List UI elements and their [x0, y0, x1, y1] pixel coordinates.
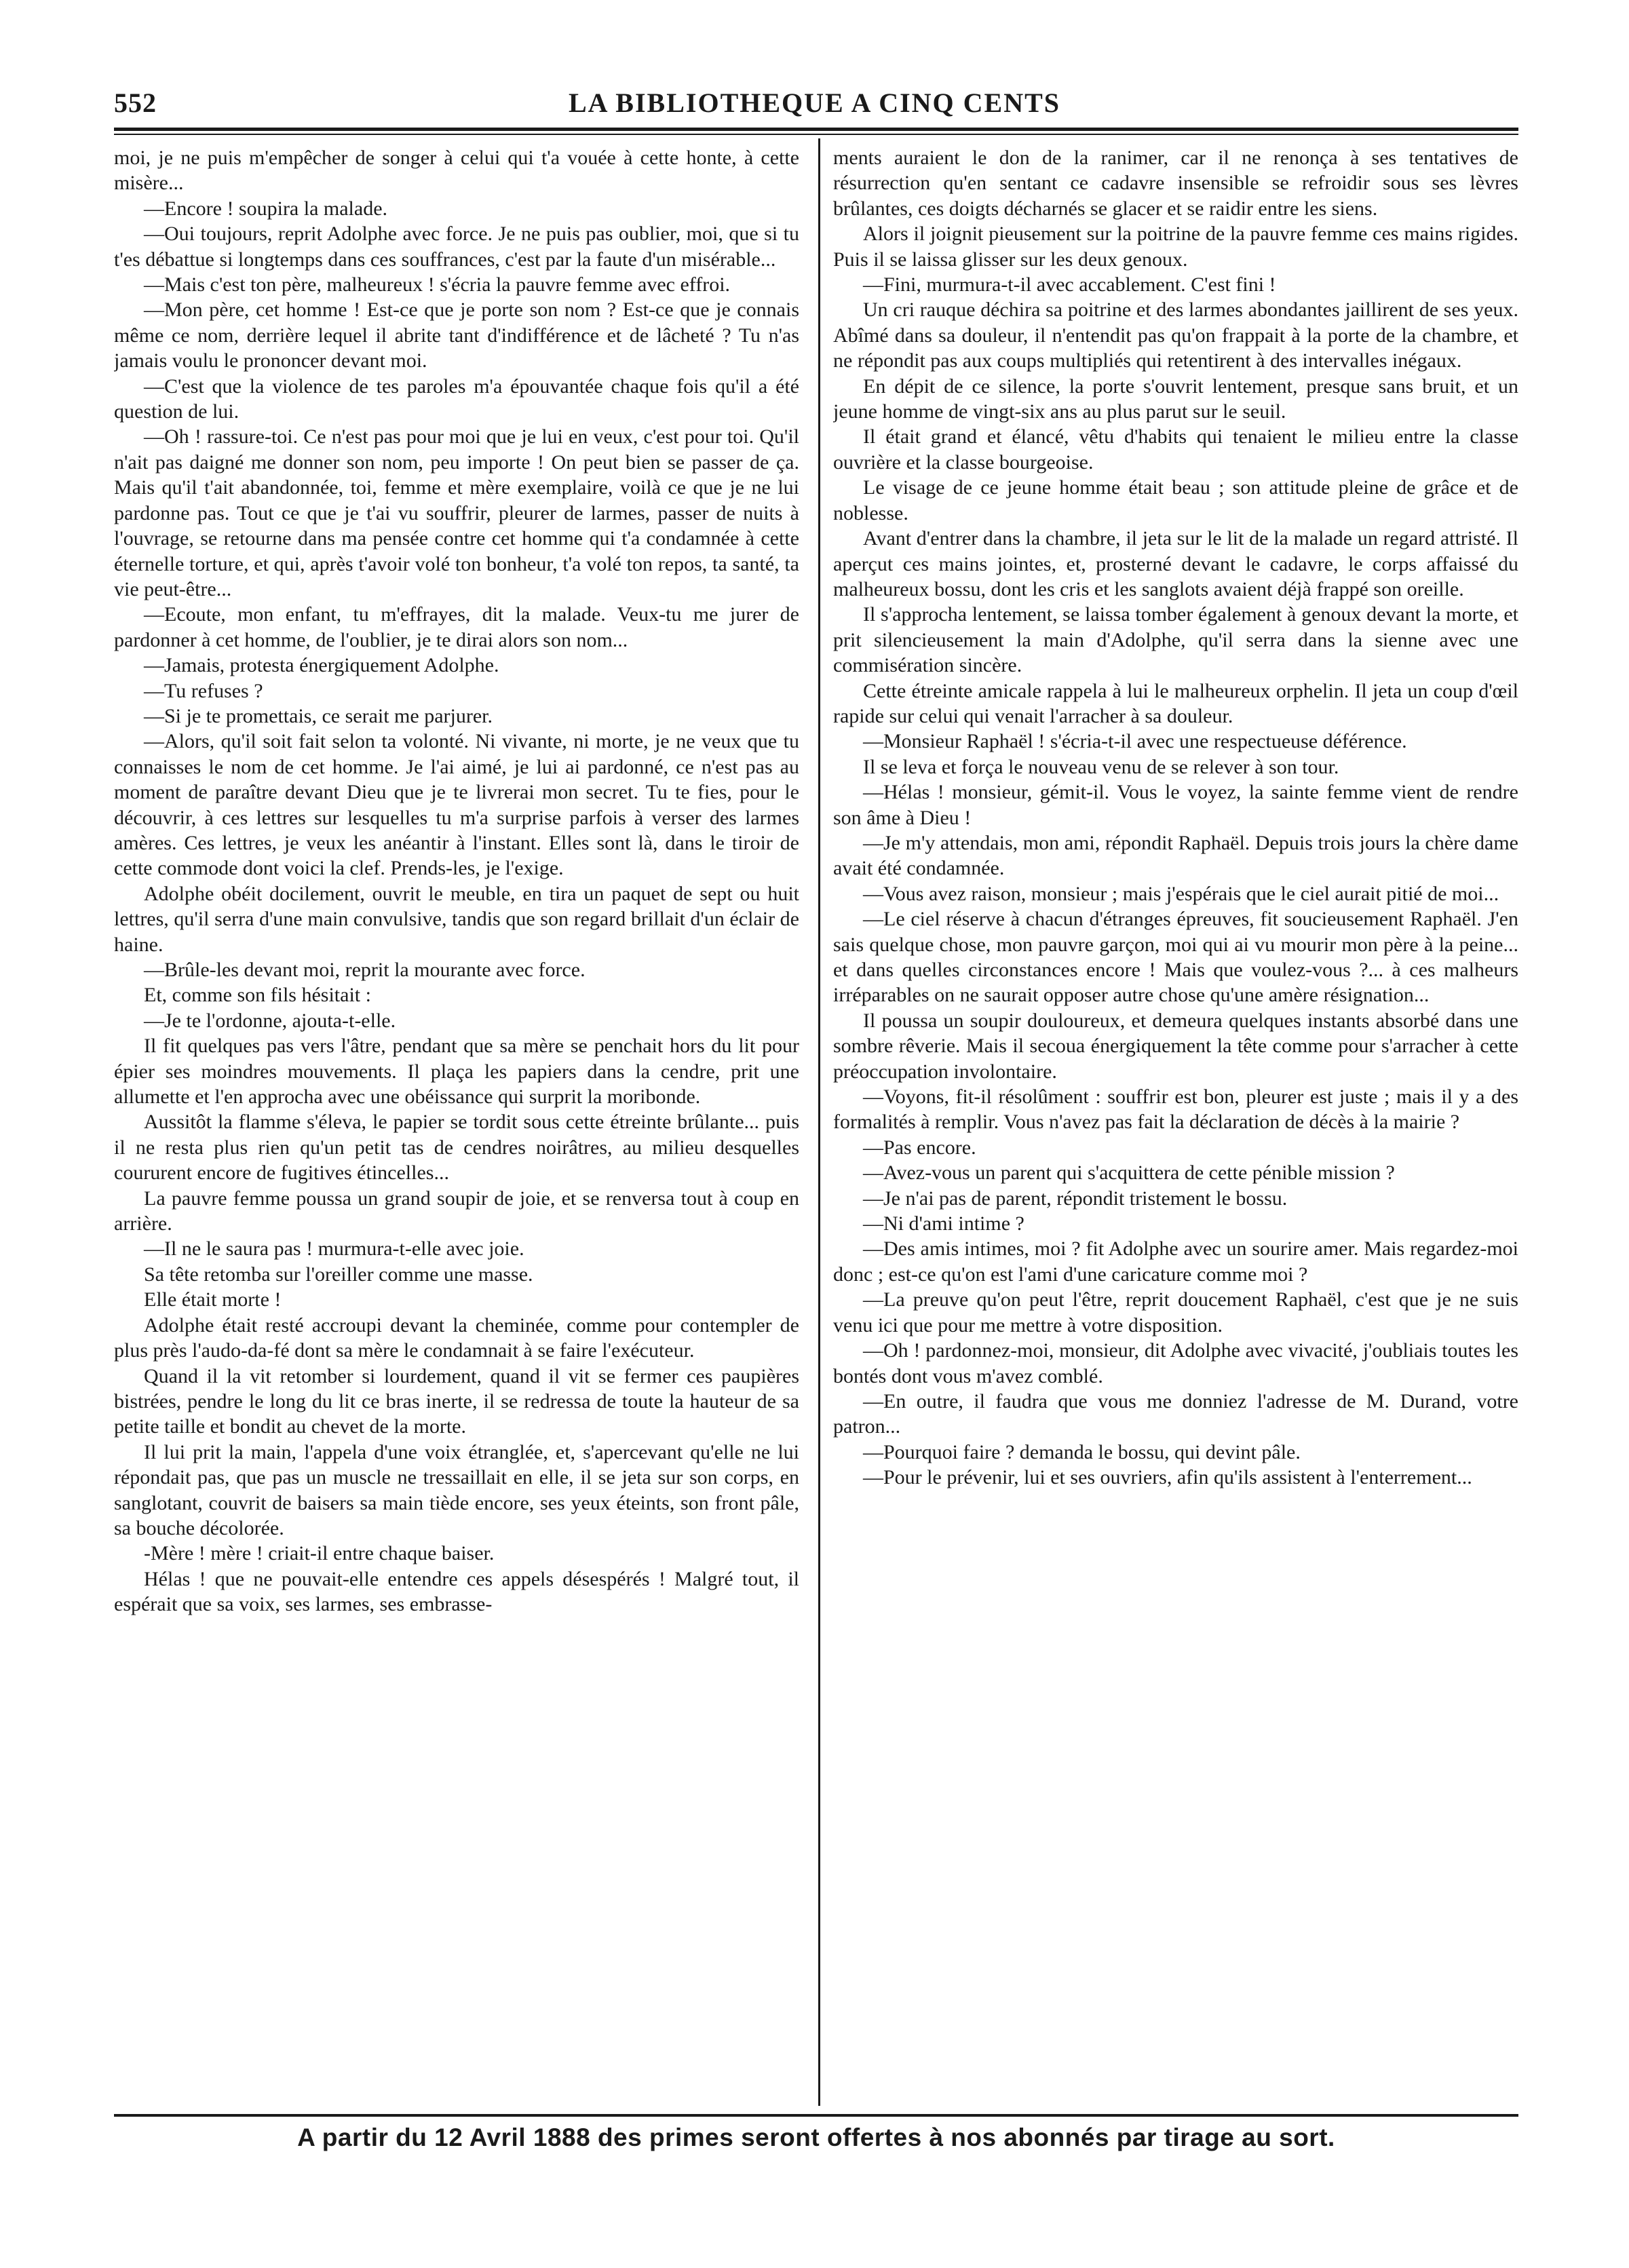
- paragraph: Hélas ! que ne pouvait-elle entendre ces appels désespérés ! Malgré tout, il espérait que sa voix, ses larmes, ses embrasse-: [114, 1567, 799, 1616]
- paragraph: —Brûle-les devant moi, reprit la mourante avec force.: [144, 959, 586, 981]
- paragraph: Avant d'entrer dans la chambre, il jeta sur le lit de la malade un regard attristé. Il aperçut ces mains jointes, et, prosterné devant le cadavre, le corps affaissé du malheureux bossu, dont les cris et les sanglots avaient déjà frappé son oreille.: [833, 527, 1518, 600]
- paragraph: Il se leva et força le nouveau venu de se relever à son tour.: [863, 755, 1339, 778]
- paragraph: Aussitôt la flamme s'éleva, le papier se tordit sous cette étreinte brûlante... puis il ne resta plus rien qu'un petit tas de cendres noirâtres, au milieu desquelles coururent encore de fugitives étincelles...: [114, 1111, 799, 1185]
- paragraph: —Oui toujours, reprit Adolphe avec force. Je ne puis pas oublier, moi, que si tu t'es débattue si longtemps dans ces souffrances, c'est par la faute d'un misérable...: [114, 223, 799, 271]
- footer-notice: A partir du 12 Avril 1888 des primes seront offertes à nos abonnés par tirage au sort.: [297, 2123, 1335, 2151]
- running-title: LA BIBLIOTHEQUE A CINQ CENTS: [568, 88, 1061, 118]
- paragraph: —Vous avez raison, monsieur ; mais j'espérais que le ciel aurait pitié de moi...: [863, 882, 1499, 905]
- paragraph: —Mais c'est ton père, malheureux ! s'écria la pauvre femme avec effroi.: [144, 273, 731, 296]
- paragraph: —Pas encore.: [863, 1136, 976, 1159]
- paragraph: —Voyons, fit-il résolûment : souffrir est bon, pleurer est juste ; mais il y a des formalités à remplir. Vous n'avez pas fait la déclaration de décès à la mairie ?: [833, 1085, 1518, 1134]
- paragraph: —Je te l'ordonne, ajouta-t-elle.: [144, 1009, 396, 1032]
- paragraph: Et, comme son fils hésitait :: [144, 984, 371, 1007]
- paragraph: —C'est que la violence de tes paroles m'a épouvantée chaque fois qu'il a été question de lui.: [114, 374, 799, 423]
- paragraph: Il poussa un soupir douloureux, et demeura quelques instants absorbé dans une sombre rêverie. Mais il secoua énergiquement la tête comme pour s'arracher à cette préoccupation involontaire.: [833, 1009, 1518, 1083]
- paragraph: —Le ciel réserve à chacun d'étranges épreuves, fit soucieusement Raphaël. J'en sais quelque chose, mon pauvre garçon, moi qui ai vu mourir mon père à la peine... et dans quelles circonstances encore ! Mais que voulez-vous ?... à ces malheurs irréparables on ne saurait opposer autre chose qu'une amère résignation...: [833, 908, 1518, 1007]
- paragraph: Elle était morte !: [144, 1288, 282, 1311]
- paragraph: —Si je te promettais, ce serait me parjurer.: [144, 704, 493, 727]
- paragraph: Quand il la vit retomber si lourdement, quand il vit se fermer ces paupières bistrées, pendre le long du lit ce bras inerte, il se redressa de toute la hauteur de sa petite taille et bondit au chevet de la morte.: [114, 1364, 799, 1438]
- paragraph: Sa tête retomba sur l'oreiller comme une masse.: [144, 1263, 533, 1286]
- paragraph: Il lui prit la main, l'appela d'une voix étranglée, et, s'apercevant qu'elle ne lui répondait pas, que pas un muscle ne tressaillait en elle, il se jeta sur son corps, en sanglotant, couvrit de baisers sa main tiède encore, ses yeux éteints, son front pâle, sa bouche décolorée.: [114, 1440, 799, 1539]
- paragraph: Adolphe était resté accroupi devant la cheminée, comme pour contempler de plus près l'audo-da-fé dont sa mère le condamnait à se faire l'exécuteur.: [114, 1313, 799, 1362]
- paragraph: —La preuve qu'on peut l'être, reprit doucement Raphaël, c'est que je ne suis venu ici que pour me mettre à votre disposition.: [833, 1288, 1518, 1337]
- paragraph: Le visage de ce jeune homme était beau ; son attitude pleine de grâce et de noblesse.: [833, 476, 1518, 524]
- paragraph: Alors il joignit pieusement sur la poitrine de la pauvre femme ces mains rigides. Puis il se laissa glisser sur les deux genoux.: [833, 223, 1518, 271]
- left-column: [114, 145, 799, 2102]
- paragraph: moi, je ne puis m'empêcher de songer à celui qui t'a vouée à cette honte, à cette misère...: [114, 147, 799, 195]
- paragraph: -Mère ! mère ! criait-il entre chaque baiser.: [144, 1542, 495, 1565]
- column-divider: [818, 138, 820, 2106]
- paragraph: Il était grand et élancé, vêtu d'habits qui tenaient le milieu entre la classe ouvrière et la classe bourgeoise.: [833, 425, 1518, 474]
- paragraph: —Monsieur Raphaël ! s'écria-t-il avec une respectueuse déférence.: [863, 730, 1407, 753]
- paragraph: —Pourquoi faire ? demanda le bossu, qui devint pâle.: [863, 1440, 1301, 1463]
- right-column: [833, 145, 1518, 2102]
- paragraph: —Pour le prévenir, lui et ses ouvriers, afin qu'ils assistent à l'enterrement...: [863, 1466, 1472, 1489]
- paragraph: —Il ne le saura pas ! murmura-t-elle avec joie.: [144, 1237, 524, 1261]
- paragraph: Cette étreinte amicale rappela à lui le malheureux orphelin. Il jeta un coup d'œil rapide sur celui qui venait l'arracher à sa douleur.: [833, 679, 1518, 727]
- paragraph: —Ni d'ami intime ?: [863, 1212, 1024, 1235]
- paragraph: Un cri rauque déchira sa poitrine et des larmes abondantes jaillirent de ses yeux. Abîmé dans sa douleur, il n'entendit pas qu'on frappait à la porte de la chambre, et ne répondit pas aux coups multipliés qui retentirent à des intervalles inégaux.: [833, 299, 1518, 372]
- paragraph: —Alors, qu'il soit fait selon ta volonté. Ni vivante, ni morte, je ne veux que tu connaisses le nom de cet homme. Je l'ai aimé, je lui ai pardonné, ce n'est pas au moment de paraître devant Dieu que je te livrerai mon secret. Tu te fies, pour le découvrir, à ces lettres sur lesquelles tu m'a surprise parfois à verser des larmes amères. Ces lettres, je veux les anéantir à l'instant. Elles sont là, dans le tiroir de cette commode dont voici la clef. Prends-les, je l'exige.: [114, 730, 799, 880]
- paragraph: Adolphe obéit docilement, ouvrit le meuble, en tira un paquet de sept ou huit lettres, qu'il serra d'une main convulsive, tandis que son regard brillait d'un éclair de haine.: [114, 882, 799, 956]
- paragraph: —Fini, murmura-t-il avec accablement. C'est fini !: [863, 273, 1276, 296]
- paragraph: —Des amis intimes, moi ? fit Adolphe avec un sourire amer. Mais regardez-moi donc ; est-ce qu'on est l'ami d'une caricature comme moi ?: [833, 1237, 1518, 1286]
- paragraph: Il s'approcha lentement, se laissa tomber également à genoux devant la morte, et prit silencieusement la main d'Adolphe, qu'il serra dans la sienne avec une commisération sincère.: [833, 603, 1518, 677]
- paragraph: —Avez-vous un parent qui s'acquittera de cette pénible mission ?: [863, 1161, 1395, 1185]
- paragraph: ments auraient le don de la ranimer, car il ne renonça à ses tentatives de résurrection qu'en sentant ce cadavre insensible se refroidir sous ses lèvres brûlantes, ces doigts décharnés se glacer et se raidir entre les siens.: [833, 147, 1518, 220]
- paragraph: —Mon père, cet homme ! Est-ce que je porte son nom ? Est-ce que je connais même ce nom, derrière lequel il abrite tant d'indifférence et de lâcheté ? Tu n'as jamais voulu le prononcer devant moi.: [114, 299, 799, 372]
- paragraph: —En outre, il faudra que vous me donniez l'adresse de M. Durand, votre patron...: [833, 1389, 1518, 1438]
- footer-rule: [114, 2114, 1518, 2117]
- page-number: 552: [114, 88, 157, 118]
- paragraph: —Hélas ! monsieur, gémit-il. Vous le voyez, la sainte femme vient de rendre son âme à Dieu !: [833, 781, 1518, 829]
- paragraph: —Tu refuses ?: [144, 679, 263, 702]
- paragraph: —Oh ! rassure-toi. Ce n'est pas pour moi que je lui en veux, c'est pour toi. Qu'il n'ait pas daigné me donner son nom, peu importe ! On peut bien se passer de ça. Mais qu'il t'ait abandonnée, toi, femme et mère exemplaire, voilà ce que je ne lui pardonne pas. Tout ce que je t'ai vu souffrir, pleurer de larmes, passer de nuits à l'ouvrage, se retourne dans ma pensée contre cet homme qui t'a condamnée à cette éternelle torture, et qui, après t'avoir volé ton bonheur, t'a volé ton repos, ta santé, ta vie peut-être...: [114, 425, 799, 600]
- header-rule-thin: [114, 134, 1518, 135]
- paragraph: —Encore ! soupira la malade.: [144, 197, 388, 220]
- paragraph: —Ecoute, mon enfant, tu m'effrayes, dit la malade. Veux-tu me jurer de pardonner à cet homme, de l'oublier, je te dirai alors son nom...: [114, 603, 799, 651]
- paragraph: La pauvre femme poussa un grand soupir de joie, et se renversa tout à coup en arrière.: [114, 1187, 799, 1235]
- paragraph: —Oh ! pardonnez-moi, monsieur, dit Adolphe avec vivacité, j'oubliais toutes les bontés dont vous m'avez comblé.: [833, 1339, 1518, 1387]
- paragraph: En dépit de ce silence, la porte s'ouvrit lentement, presque sans bruit, et un jeune homme de vingt-six ans au plus parut sur le seuil.: [833, 374, 1518, 423]
- header-rule: [114, 128, 1518, 131]
- paragraph: —Je n'ai pas de parent, répondit tristement le bossu.: [863, 1187, 1288, 1210]
- paragraph: —Jamais, protesta énergiquement Adolphe.: [144, 654, 499, 677]
- paragraph: —Je m'y attendais, mon ami, répondit Raphaël. Depuis trois jours la chère dame avait été condamnée.: [833, 831, 1518, 880]
- paragraph: Il fit quelques pas vers l'âtre, pendant que sa mère se penchait hors du lit pour épier ses moindres mouvements. Il plaça les papiers dans la cendre, prit une allumette et l'en approcha avec une obéissance qui surprit la moribonde.: [114, 1035, 799, 1109]
